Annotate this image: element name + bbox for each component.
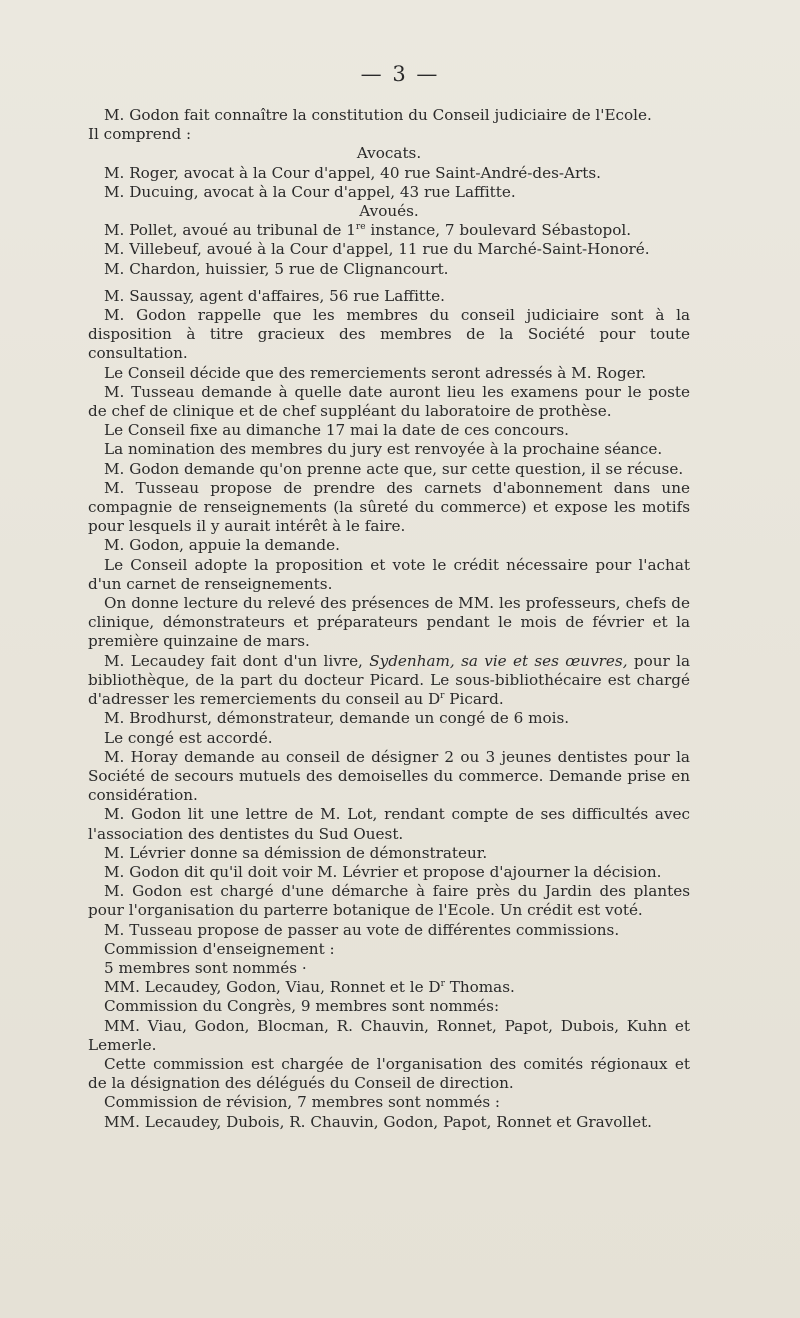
paragraph: Le congé est accordé.: [104, 728, 273, 747]
paragraph: [88, 978, 690, 997]
paragraph: M. Godon est chargé d'une démarche à faire près du Jardin des plantes pour l'organisation du parterre botanique de l'Ecole. Un crédit est voté.: [88, 882, 690, 920]
spacer: [88, 279, 690, 287]
paragraph: Commission du Congrès, 9 membres sont nommés:: [104, 997, 500, 1016]
section-heading: Avocats.: [356, 144, 422, 163]
section-heading: Avoués.: [359, 202, 419, 221]
text-part: D: [427, 690, 441, 709]
paragraph: M. Godon, appuie la demande.: [104, 536, 340, 555]
paragraph: M. Tusseau demande à quelle date auront lieu les examens pour le poste de chef de clinique et de chef suppléant du laboratoire de prothèse.: [88, 382, 690, 421]
paragraph: Cette commission est chargée de l'organisation des comités régionaux et de la désignation des délégués du Conseil de direction.: [88, 1054, 690, 1093]
paragraph: La nomination des membres du jury est renvoyée à la prochaine séance.: [104, 440, 663, 459]
text-part: D: [428, 978, 441, 997]
paragraph: M. Villebeuf, avoué à la Cour d'appel, 11 rue du Marché-Saint-Honoré.: [104, 240, 650, 259]
paragraph: M. Godon fait connaître la constitution du Conseil judiciaire de l'Ecole.: [104, 106, 652, 124]
paragraph: On donne lecture du relevé des présences de MM. les professeurs, chefs de clinique, démonstrateurs et préparateurs pendant le mois de février et la première quinzaine de mars.: [88, 594, 690, 651]
superscript: r: [440, 691, 445, 702]
paragraph: M. Brodhurst, démonstrateur, demande un congé de 6 mois.: [104, 709, 570, 728]
paragraph: M. Godon rappelle que les membres du conseil judiciaire sont à la disposition à titre gracieux des membres de la Société pour toute consultation.: [88, 306, 690, 363]
paragraph: M. Godon lit une lettre de M. Lot, rendant compte de ses difficultés avec l'association des dentistes du Sud Ouest.: [88, 805, 690, 843]
book-title: Sydenham, sa vie et ses œuvres,: [369, 651, 628, 670]
page-number: — 3 —: [360, 62, 440, 86]
text-part: 1: [346, 221, 356, 240]
text-part: M. Pollet, avoué au tribunal de: [104, 221, 342, 240]
paragraph: MM. Lecaudey, Dubois, R. Chauvin, Godon, Papot, Ronnet et Gravollet.: [104, 1112, 653, 1131]
paragraph: 5 membres sont nommés ·: [104, 958, 307, 977]
text-part: MM. Lecaudey, Godon, Viau, Ronnet et le: [104, 978, 424, 997]
paragraph: M. Lévrier donne sa démission de démonstrateur.: [104, 843, 488, 862]
paragraph: Il comprend :: [88, 125, 192, 144]
text-part: pour la bibliothèque, de la part du docteur Picard. Le sous-bibliothécaire est chargé d'adresser les remerciements du conseil au: [88, 651, 691, 709]
superscript: re: [355, 222, 366, 233]
paragraph: M. Ducuing, avocat à la Cour d'appel, 43 rue Laffitte.: [104, 182, 516, 201]
paragraph: M. Tusseau propose de passer au vote de différentes commissions.: [104, 920, 620, 939]
paragraph: [88, 221, 690, 240]
superscript: r: [440, 979, 445, 990]
document-body: [88, 106, 690, 1132]
paragraph: M. Godon dit qu'il doit voir M. Lévrier et propose d'ajourner la décision.: [104, 862, 662, 881]
paragraph: M. Godon demande qu'on prenne acte que, sur cette question, il se récuse.: [104, 459, 684, 478]
paragraph: M. Tusseau propose de prendre des carnets d'abonnement dans une compagnie de renseignements (la sûreté du commerce) et expose les motifs pour lesquels il y aurait intérêt à le faire.: [88, 478, 690, 536]
paragraph: M. Roger, avocat à la Cour d'appel, 40 rue Saint-André-des-Arts.: [104, 163, 601, 182]
text-part: Picard.: [449, 690, 504, 709]
text-part: M. Lecaudey fait dont d'un livre,: [104, 651, 363, 670]
paragraph: Le Conseil décide que des remerciements seront adressés à M. Roger.: [104, 363, 647, 382]
paragraph: M. Saussay, agent d'affaires, 56 rue Laffitte.: [104, 286, 445, 305]
paragraph: M. Horay demande au conseil de désigner 2 ou 3 jeunes dentistes pour la Société de secours mutuels des demoiselles du commerce. Demande prise en considération.: [88, 747, 690, 805]
paragraph: Le Conseil fixe au dimanche 17 mai la date de ces concours.: [104, 421, 569, 440]
paragraph: Commission d'enseignement :: [104, 939, 335, 958]
paragraph: Commission de révision, 7 membres sont nommés :: [104, 1093, 501, 1112]
paragraph: MM. Viau, Godon, Blocman, R. Chauvin, Ronnet, Papot, Dubois, Kuhn et Lemerle.: [88, 1016, 690, 1054]
paragraph: M. Chardon, huissier, 5 rue de Clignancourt.: [104, 259, 449, 278]
paragraph: [88, 652, 690, 710]
paragraph: Le Conseil adopte la proposition et vote le crédit nécessaire pour l'achat d'un carnet de renseignements.: [88, 555, 690, 593]
text-part: instance, 7 boulevard Sébastopol.: [370, 221, 632, 240]
text-part: Thomas.: [449, 978, 515, 997]
